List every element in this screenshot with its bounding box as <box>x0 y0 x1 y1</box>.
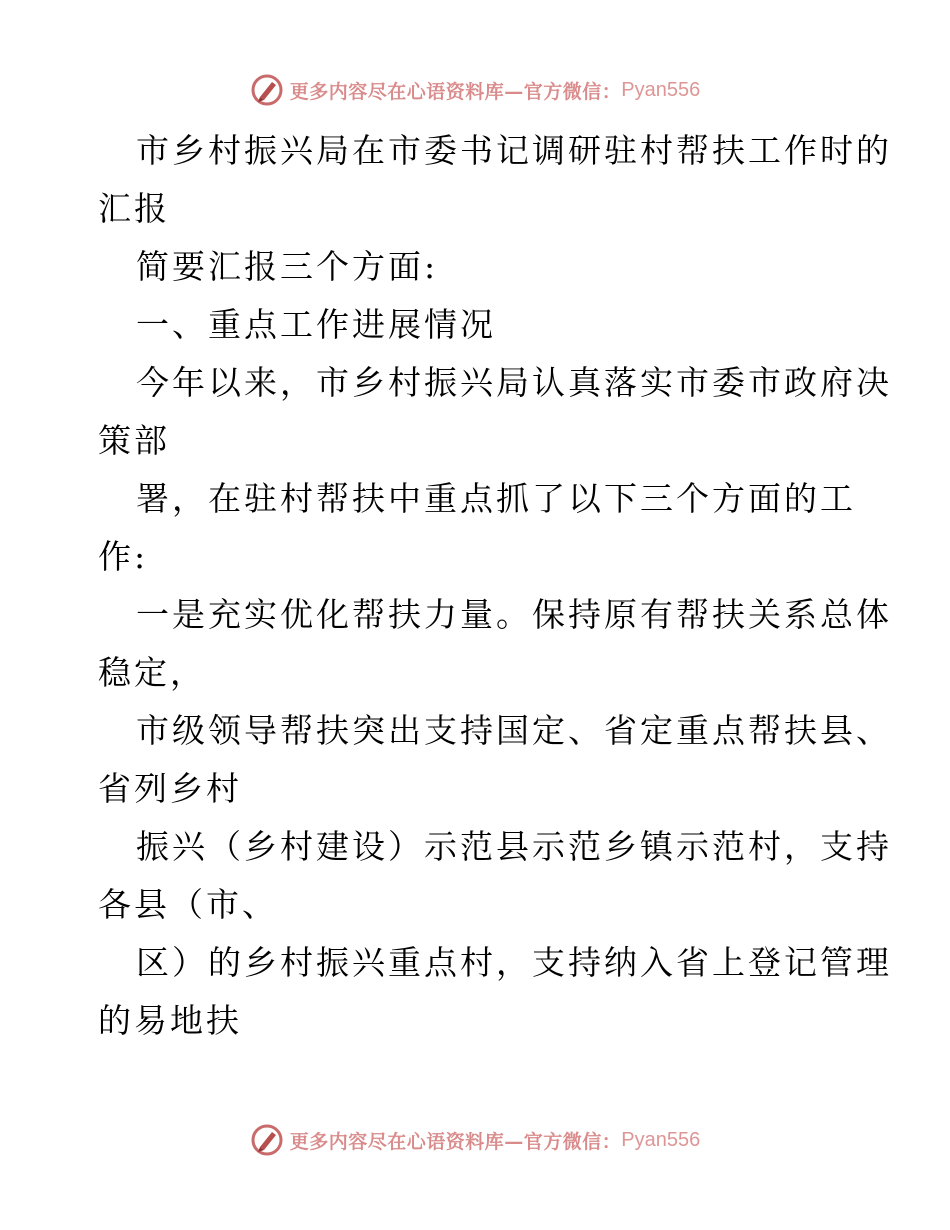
text-line: 省列乡村 <box>98 769 242 808</box>
text-line: 今年以来，市乡村振兴局认真落实市委市政府决 <box>136 363 892 402</box>
watermark-footer <box>0 1120 950 1160</box>
text-line: 简要汇报三个方面: <box>136 247 439 286</box>
text-line: 市级领导帮扶突出支持国定、省定重点帮扶县、 <box>136 711 892 750</box>
pen-logo-icon <box>250 1123 284 1157</box>
text-line: 作: <box>98 537 149 576</box>
watermark-text: 更多内容尽在心语资料库—官方微信： <box>289 1130 622 1153</box>
document-body <box>98 122 892 1050</box>
text-line: 稳定， <box>98 653 206 692</box>
watermark-id: Pyan556 <box>621 78 701 101</box>
text-line: 一是充实优化帮扶力量。保持原有帮扶关系总体 <box>136 595 892 634</box>
text-line: 市乡村振兴局在市委书记调研驻村帮扶工作时的 <box>136 131 892 170</box>
watermark-header <box>0 70 950 110</box>
text-line: 区）的乡村振兴重点村，支持纳入省上登记管理 <box>136 943 892 982</box>
text-line: 各县（市、 <box>98 885 278 924</box>
text-line: 的易地扶 <box>98 1001 242 1040</box>
section-heading: 一、重点工作进展情况 <box>136 305 496 344</box>
text-line: 署，在驻村帮扶中重点抓了以下三个方面的工 <box>136 479 856 518</box>
text-line: 汇报 <box>98 189 170 228</box>
text-line: 振兴（乡村建设）示范县示范乡镇示范村，支持 <box>136 827 892 866</box>
text-line: 策部 <box>98 421 170 460</box>
pen-logo-icon <box>250 73 284 107</box>
watermark-id: Pyan556 <box>621 1128 701 1151</box>
watermark-text: 更多内容尽在心语资料库—官方微信： <box>289 80 622 103</box>
